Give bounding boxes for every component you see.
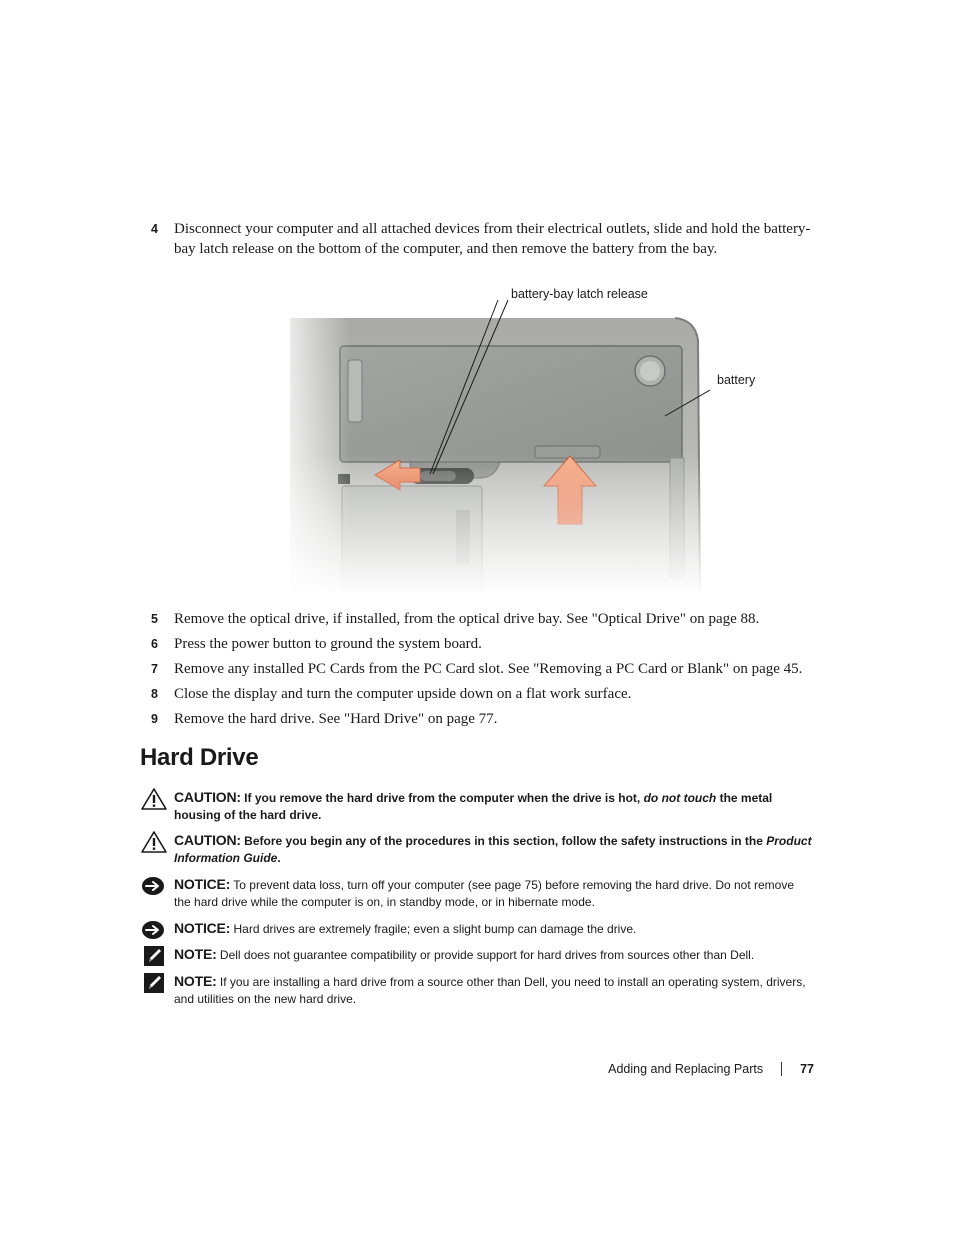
step-text: Remove any installed PC Cards from the PC Card slot. See "Removing a PC Card or Blank" on page 45. bbox=[174, 661, 803, 677]
step-number: 7 bbox=[151, 662, 158, 676]
footer-separator bbox=[781, 1062, 782, 1076]
note-label: NOTE: bbox=[174, 973, 217, 989]
step-number: 9 bbox=[151, 712, 158, 726]
laptop-bottom-illustration bbox=[270, 278, 710, 596]
note-pencil-icon bbox=[140, 971, 168, 995]
caution-text: If you remove the hard drive from the computer when the drive is hot, bbox=[240, 791, 644, 805]
notice-text: Hard drives are extremely fragile; even a slight bump can damage the drive. bbox=[230, 922, 637, 936]
caution-triangle-icon bbox=[140, 787, 168, 811]
step-8 bbox=[151, 684, 821, 704]
caution-label: CAUTION: bbox=[174, 832, 241, 848]
step-7 bbox=[151, 659, 821, 679]
footer-chapter: Adding and Replacing Parts bbox=[608, 1062, 764, 1076]
caution-triangle-icon bbox=[140, 830, 168, 854]
page-number: 77 bbox=[800, 1062, 814, 1076]
step-number: 8 bbox=[151, 687, 158, 701]
caution-text: Before you begin any of the procedures in this section, follow the safety instructions in the bbox=[240, 834, 767, 848]
step-text: Remove the hard drive. See "Hard Drive" on page 77. bbox=[174, 711, 498, 727]
notice-label: NOTICE: bbox=[174, 920, 231, 936]
callout-battery: battery bbox=[717, 373, 756, 387]
step-5 bbox=[151, 609, 821, 629]
caution-emphasis: Product Information Guide bbox=[174, 834, 812, 865]
step-text: Close the display and turn the computer upside down on a flat work surface. bbox=[174, 686, 632, 702]
note-pencil-icon bbox=[140, 944, 168, 968]
step-text: Disconnect your computer and all attached devices from their electrical outlets, slide and hold the battery-bay latch release on the bottom of the computer, and then remove the battery from the bay. bbox=[174, 221, 811, 257]
step-text: Press the power button to ground the system board. bbox=[174, 636, 482, 652]
note-install-os bbox=[140, 973, 812, 1008]
note-label: NOTE: bbox=[174, 946, 217, 962]
step-9 bbox=[151, 709, 821, 729]
step-number: 6 bbox=[151, 637, 158, 651]
battery-removal-illustration bbox=[270, 278, 756, 596]
notice-fragile bbox=[140, 920, 812, 938]
note-text: Dell does not guarantee compatibility or provide support for hard drives from sources other than Dell. bbox=[216, 948, 755, 962]
caution-safety-instructions bbox=[140, 832, 812, 867]
step-6 bbox=[151, 634, 821, 654]
notice-text: To prevent data loss, turn off your computer (see page 75) before removing the hard drive. Do not remove the hard drive while the computer is on, in standby mode, or in hibernate mode. bbox=[174, 878, 795, 909]
step-4 bbox=[151, 219, 821, 259]
caution-emphasis: do not touch bbox=[643, 791, 717, 805]
notice-arrow-icon bbox=[140, 874, 168, 898]
step-number: 5 bbox=[151, 612, 158, 626]
notice-label: NOTICE: bbox=[174, 876, 231, 892]
note-compatibility bbox=[140, 946, 812, 964]
caution-text-end: . bbox=[277, 851, 281, 865]
callout-latch-release: battery-bay latch release bbox=[511, 287, 648, 301]
step-text: Remove the optical drive, if installed, from the optical drive bay. See "Optical Drive" on page 88. bbox=[174, 611, 760, 627]
caution-label: CAUTION: bbox=[174, 789, 241, 805]
notice-arrow-icon bbox=[140, 918, 168, 942]
note-text: If you are installing a hard drive from a source other than Dell, you need to install an operating system, drivers, and utilities on the new hard drive. bbox=[174, 975, 806, 1006]
notice-data-loss bbox=[140, 876, 812, 911]
section-title: Hard Drive bbox=[140, 744, 259, 771]
caution-hot-drive bbox=[140, 789, 812, 824]
caution-text-end: the metal housing of the hard drive. bbox=[174, 791, 773, 822]
step-number: 4 bbox=[151, 222, 158, 236]
page-footer bbox=[608, 1062, 814, 1076]
